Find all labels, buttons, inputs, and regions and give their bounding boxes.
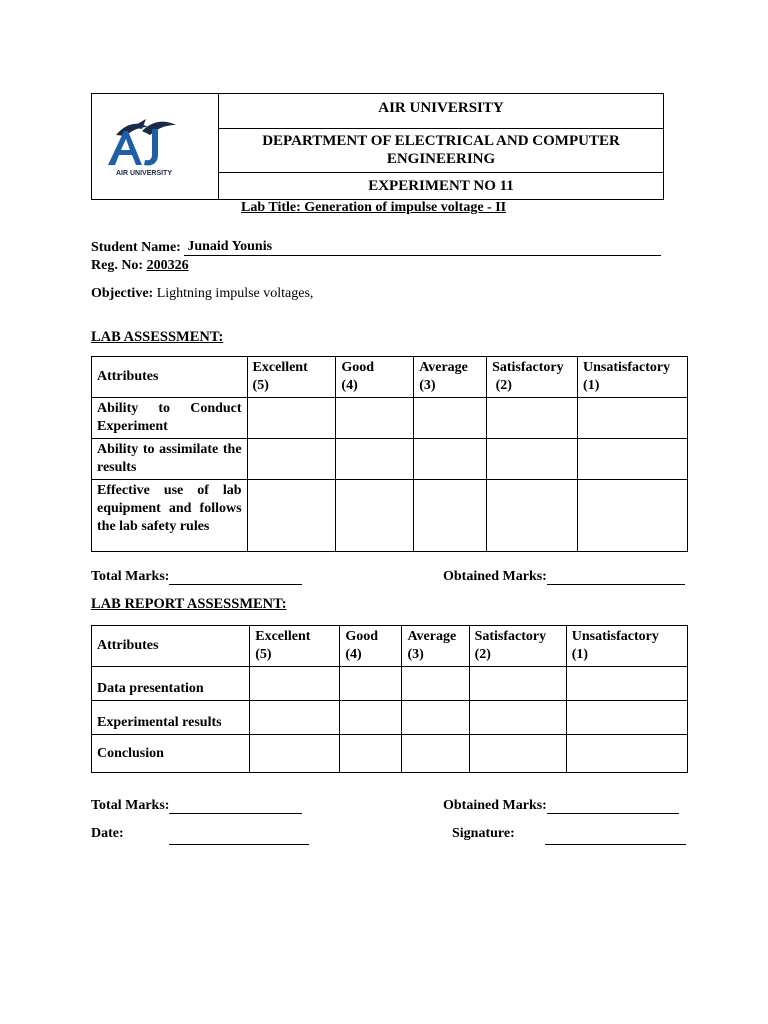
attribute-cell: Ability to assimilate the results (92, 439, 248, 480)
logo-cell (92, 94, 219, 199)
obtained-marks-field[interactable] (547, 568, 685, 585)
col-header-good: Good (4) (340, 626, 402, 667)
obtained-marks-row-2 (443, 797, 679, 814)
score-cell[interactable] (469, 701, 566, 735)
obtained-marks-field[interactable] (547, 797, 679, 814)
experiment-number: EXPERIMENT NO 11 (368, 178, 514, 194)
score-cell[interactable] (566, 667, 687, 701)
score-cell[interactable] (402, 667, 469, 701)
col-header-satisfactory: Satisfactory (2) (487, 357, 578, 398)
score-cell[interactable] (578, 439, 688, 480)
total-marks-field[interactable] (169, 797, 302, 814)
score-cell[interactable] (336, 480, 414, 552)
score-cell[interactable] (336, 439, 414, 480)
student-name-row (91, 239, 661, 256)
total-marks-label: Total Marks: (91, 569, 170, 584)
department-name: DEPARTMENT OF ELECTRICAL AND COMPUTER ENGINEERING (219, 129, 663, 173)
col-header-excellent: Excellent (5) (250, 626, 340, 667)
signature-field[interactable] (545, 828, 686, 845)
score-cell[interactable] (578, 398, 688, 439)
reg-no-row (91, 258, 189, 274)
score-cell[interactable] (250, 735, 340, 773)
lab-title: Lab Title: Generation of impulse voltage - II (241, 200, 507, 215)
col-header-unsatisfactory: Unsatisfactory (1) (566, 626, 687, 667)
obtained-marks-row-1 (443, 568, 685, 585)
objective-label: Objective: (91, 286, 154, 301)
attribute-cell: Conclusion (92, 735, 250, 773)
score-cell[interactable] (402, 735, 469, 773)
lab-report-table (91, 625, 688, 773)
score-cell[interactable] (414, 480, 487, 552)
score-cell[interactable] (566, 701, 687, 735)
obtained-marks-label: Obtained Marks: (443, 798, 547, 813)
score-cell[interactable] (336, 398, 414, 439)
lab-assessment-table (91, 356, 688, 552)
obtained-marks-label: Obtained Marks: (443, 569, 547, 584)
table-row (92, 398, 688, 439)
reg-no-value: 200326 (146, 258, 189, 273)
attribute-cell: Data presentation (92, 667, 250, 701)
total-marks-label: Total Marks: (91, 798, 170, 813)
reg-no-label: Reg. No: (91, 258, 144, 273)
col-header-average: Average (3) (414, 357, 487, 398)
score-cell[interactable] (487, 398, 578, 439)
score-cell[interactable] (340, 735, 402, 773)
air-university-logo (102, 109, 182, 179)
table-header-row (92, 626, 688, 667)
university-name: AIR UNIVERSITY (219, 94, 663, 129)
student-name-label: Student Name: (91, 240, 181, 255)
student-name-field[interactable] (184, 239, 661, 256)
col-header-unsatisfactory: Unsatisfactory (1) (578, 357, 688, 398)
table-row (92, 667, 688, 701)
lab-report-heading: LAB REPORT ASSESSMENT: (91, 596, 287, 612)
date-label: Date: (91, 826, 124, 841)
score-cell[interactable] (414, 439, 487, 480)
date-field[interactable] (169, 828, 309, 845)
score-cell[interactable] (469, 735, 566, 773)
score-cell[interactable] (414, 398, 487, 439)
total-marks-row-2 (91, 797, 302, 814)
score-cell[interactable] (247, 398, 336, 439)
score-cell[interactable] (247, 480, 336, 552)
table-row (92, 439, 688, 480)
score-cell[interactable] (402, 701, 469, 735)
score-cell[interactable] (250, 701, 340, 735)
signature-label: Signature: (452, 826, 515, 841)
score-cell[interactable] (578, 480, 688, 552)
lab-assessment-heading: LAB ASSESSMENT: (91, 329, 224, 345)
table-row (92, 701, 688, 735)
total-marks-field[interactable] (169, 568, 302, 585)
col-header-average: Average (3) (402, 626, 469, 667)
col-header-good: Good (4) (336, 357, 414, 398)
svg-text:AIR UNIVERSITY: AIR UNIVERSITY (116, 170, 173, 177)
table-row (92, 480, 688, 552)
col-header-excellent: Excellent (5) (247, 357, 336, 398)
score-cell[interactable] (340, 667, 402, 701)
score-cell[interactable] (566, 735, 687, 773)
score-cell[interactable] (469, 667, 566, 701)
col-header-satisfactory: Satisfactory (2) (469, 626, 566, 667)
table-row (92, 735, 688, 773)
attribute-cell: Ability to Conduct Experiment (92, 398, 248, 439)
col-header-attributes: Attributes (92, 626, 250, 667)
document-header (91, 93, 664, 200)
score-cell[interactable] (487, 480, 578, 552)
attribute-cell: Effective use of lab equipment and follows the lab safety rules (92, 480, 248, 552)
table-header-row (92, 357, 688, 398)
score-cell[interactable] (250, 667, 340, 701)
objective-row (91, 286, 313, 302)
objective-value: Lightning impulse voltages, (156, 286, 314, 301)
score-cell[interactable] (340, 701, 402, 735)
student-name-value: Junaid Younis (187, 239, 273, 254)
total-marks-row-1 (91, 568, 302, 585)
score-cell[interactable] (487, 439, 578, 480)
col-header-attributes: Attributes (92, 357, 248, 398)
attribute-cell: Experimental results (92, 701, 250, 735)
score-cell[interactable] (247, 439, 336, 480)
